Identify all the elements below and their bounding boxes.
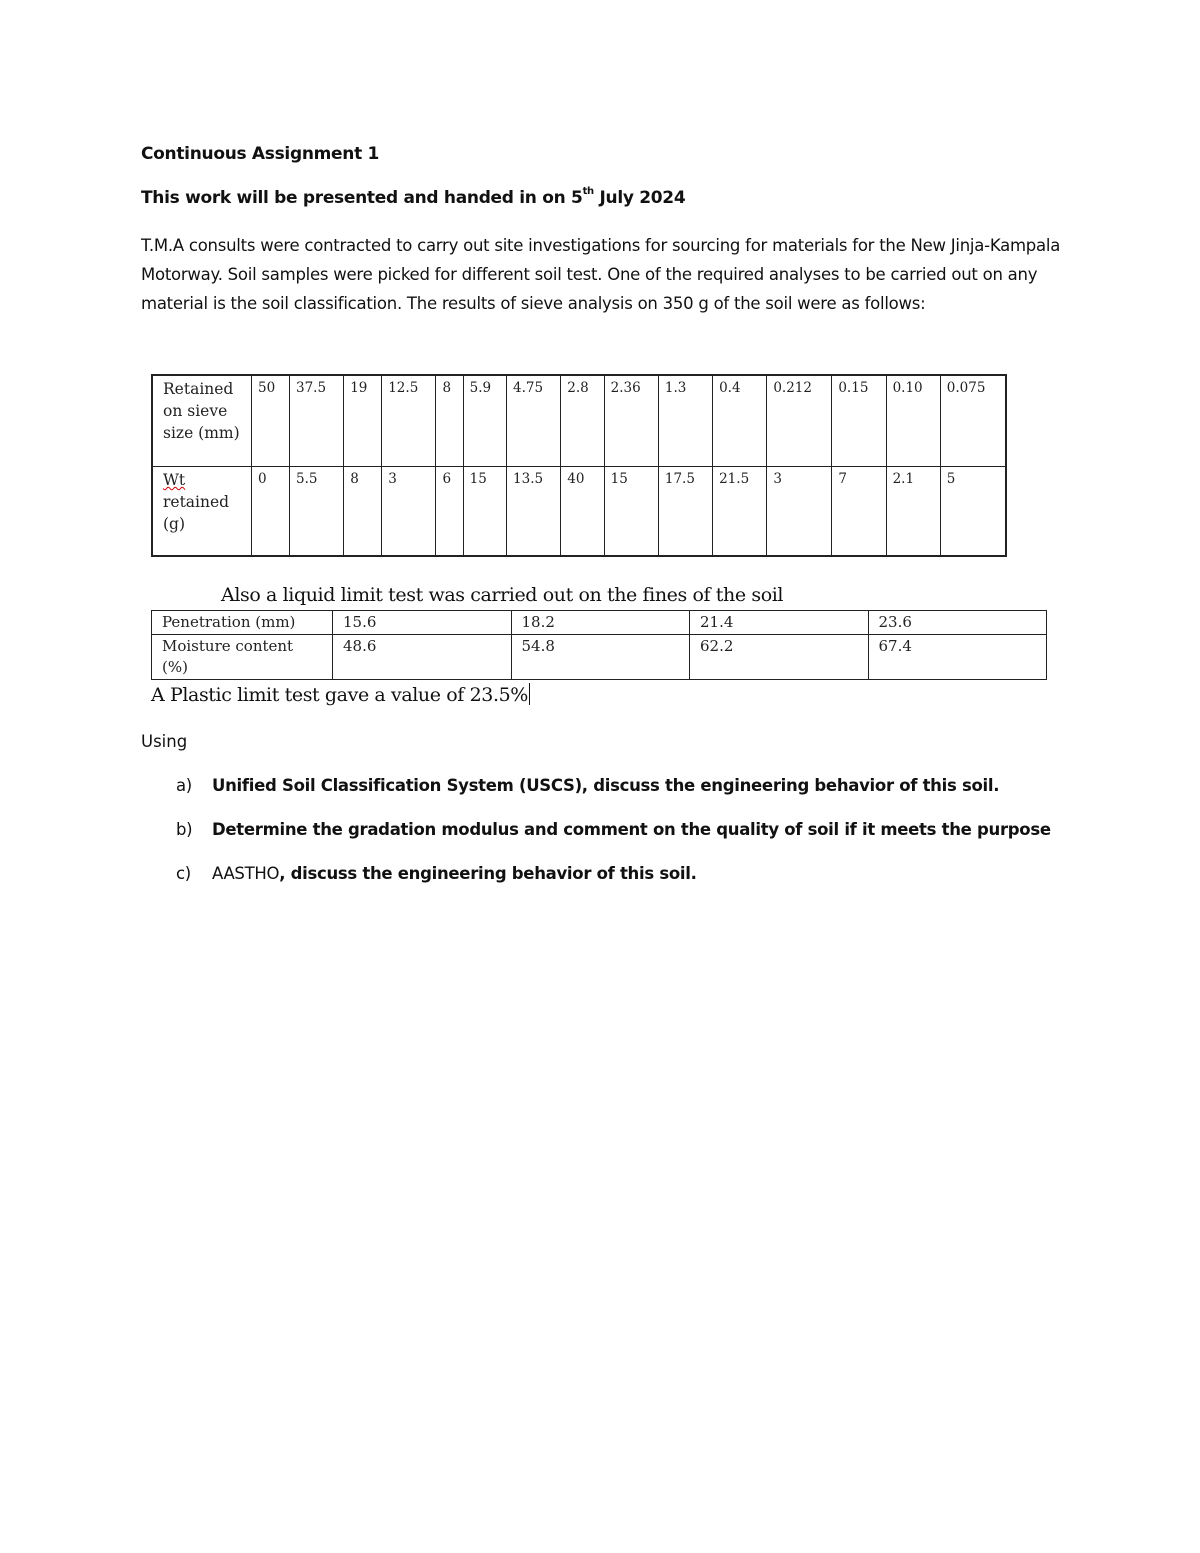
weight-cell: 5.5 <box>290 467 344 557</box>
sieve-size-cell: 8 <box>436 375 463 467</box>
weight-cell: 8 <box>344 467 382 557</box>
weight-cell: 2.1 <box>886 467 940 557</box>
sieve-size-cell: 12.5 <box>382 375 436 467</box>
penetration-cell: 15.6 <box>333 611 512 635</box>
sieve-size-cell: 0.10 <box>886 375 940 467</box>
question-text: Determine the gradation modulus and comment on the quality of soil if it meets the purpose <box>212 820 1051 839</box>
question-label: a) <box>176 776 192 795</box>
sieve-size-cell: 19 <box>344 375 382 467</box>
sieve-size-cell: 0.212 <box>767 375 832 467</box>
weight-cell: 6 <box>436 467 463 557</box>
penetration-cell: 18.2 <box>511 611 690 635</box>
penetration-cell: 23.6 <box>868 611 1047 635</box>
moisture-header: Moisture content (%) <box>152 635 333 680</box>
subtitle-pre: This work will be presented and handed in on 5 <box>141 188 583 208</box>
weight-cell: 15 <box>463 467 506 557</box>
weight-header-rest: retained (g) <box>163 493 230 533</box>
question-c <box>176 864 697 883</box>
liquid-limit-table <box>151 610 1047 680</box>
moisture-cell: 62.2 <box>690 635 869 680</box>
sieve-size-cell: 37.5 <box>290 375 344 467</box>
sieve-size-cell: 0.4 <box>713 375 767 467</box>
liquid-limit-caption: Also a liquid limit test was carried out on the fines of the soil <box>221 584 784 606</box>
document-title: Continuous Assignment 1 <box>141 144 380 164</box>
subtitle-superscript: th <box>582 186 594 198</box>
weight-cell: 15 <box>604 467 658 557</box>
weight-cell: 5 <box>940 467 1006 557</box>
plastic-limit-note[interactable] <box>151 683 530 706</box>
moisture-row <box>152 635 1047 680</box>
using-label: Using <box>141 732 188 751</box>
question-prefix: AASTHO <box>212 864 280 883</box>
spellcheck-word: Wt <box>163 471 186 489</box>
text-cursor <box>529 683 530 705</box>
question-text: Unified Soil Classification System (USCS), discuss the engineering behavior of this soil. <box>212 776 1000 795</box>
sieve-size-cell: 2.36 <box>604 375 658 467</box>
question-label: c) <box>176 864 191 883</box>
sieve-analysis-table <box>151 374 1007 557</box>
weight-cell: 3 <box>767 467 832 557</box>
moisture-cell: 67.4 <box>868 635 1047 680</box>
weight-cell: 21.5 <box>713 467 767 557</box>
question-b <box>176 820 1051 839</box>
weight-cell: 7 <box>832 467 886 557</box>
weight-cell: 40 <box>561 467 604 557</box>
sieve-size-cell: 0.075 <box>940 375 1006 467</box>
weight-cell: 13.5 <box>507 467 561 557</box>
sieve-size-cell: 2.8 <box>561 375 604 467</box>
plastic-limit-text: A Plastic limit test gave a value of 23.5% <box>151 684 528 706</box>
sieve-size-cell: 50 <box>252 375 290 467</box>
sieve-size-cell: 5.9 <box>463 375 506 467</box>
question-a <box>176 776 999 795</box>
weight-retained-header <box>152 467 252 557</box>
weight-cell: 17.5 <box>658 467 712 557</box>
submission-date-line <box>141 188 685 208</box>
subtitle-post: July 2024 <box>593 188 686 208</box>
sieve-size-cell: 0.15 <box>832 375 886 467</box>
sieve-size-row <box>152 375 1006 467</box>
moisture-cell: 48.6 <box>333 635 512 680</box>
sieve-size-cell: 4.75 <box>507 375 561 467</box>
sieve-size-cell: 1.3 <box>658 375 712 467</box>
penetration-cell: 21.4 <box>690 611 869 635</box>
weight-cell: 3 <box>382 467 436 557</box>
penetration-header: Penetration (mm) <box>152 611 333 635</box>
penetration-row <box>152 611 1047 635</box>
sieve-size-header: Retained on sieve size (mm) <box>152 375 252 467</box>
moisture-cell: 54.8 <box>511 635 690 680</box>
intro-paragraph: T.M.A consults were contracted to carry out site investigations for sourcing for materials for the New Jinja-Kampala Motorway. Soil samples were picked for different soil test. One of the required analyses to be carried out on any material is the soil classification. The results of sieve analysis on 350 g of the soil were as follows: <box>141 236 1061 313</box>
question-text: , discuss the engineering behavior of this soil. <box>279 864 697 883</box>
weight-cell: 0 <box>252 467 290 557</box>
question-label: b) <box>176 820 193 839</box>
weight-retained-row <box>152 467 1006 557</box>
